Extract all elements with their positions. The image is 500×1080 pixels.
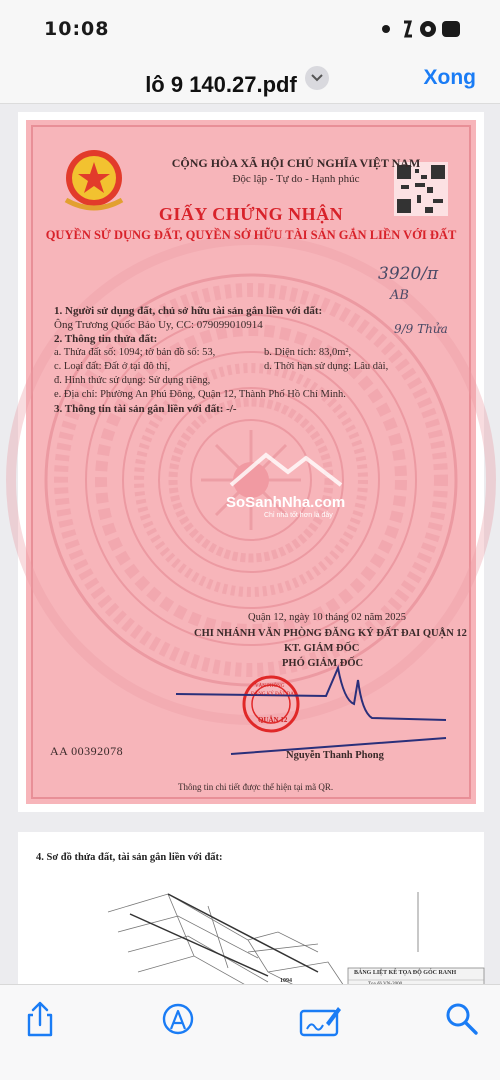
watermark-tagline: Chỉ nhà tốt hơn là đây xyxy=(264,512,333,519)
status-indicators xyxy=(378,18,464,45)
share-button[interactable] xyxy=(20,999,60,1039)
watermark-brand: SoSanhNha.com xyxy=(226,494,346,511)
battery-icon xyxy=(378,18,464,40)
usage-form: đ. Hình thức sử dụng: Sử dụng riêng, xyxy=(54,375,211,386)
serial-number: AA 00392078 xyxy=(50,744,124,758)
parcel-label: 1094 xyxy=(280,978,292,984)
pdf-viewer[interactable] xyxy=(0,104,500,984)
status-bar xyxy=(0,0,500,56)
section-1-label: 1. Người sử dụng đất, chủ sở hữu tài sản gắn liền với đất: xyxy=(54,305,323,317)
markup-button[interactable] xyxy=(158,999,198,1039)
bottom-toolbar xyxy=(0,984,500,1080)
deputy-director: PHÓ GIÁM ĐỐC xyxy=(282,658,364,669)
pdf-page-2 xyxy=(18,832,484,992)
markup-pen-icon xyxy=(158,999,198,1039)
nav-bar xyxy=(0,56,500,104)
parcel-map-diagram xyxy=(18,832,484,992)
seal-text-middle: ĐĂNG KÝ ĐẤT ĐAI xyxy=(251,692,296,697)
certificate-subtitle: QUYỀN SỬ DỤNG ĐẤT, QUYỀN SỞ HỮU TÀI SẢN GẮN LIỀN VỚI ĐẤT xyxy=(45,228,457,242)
parcel-area: b. Diện tích: 83,0m², xyxy=(264,347,352,358)
usage-term: d. Thời hạn sử dụng: Lâu dài, xyxy=(264,361,389,372)
share-icon xyxy=(20,999,60,1039)
handwritten-note-1: 3920/π xyxy=(378,264,439,284)
document-title-text: lô 9 140.27.pdf xyxy=(145,72,297,97)
kt-director: KT. GIÁM ĐỐC xyxy=(284,643,360,654)
section-3-label: 3. Thông tin tài sản gắn liền với đất: -/- xyxy=(54,403,237,415)
motto: Độc lập - Tự do - Hạnh phúc xyxy=(232,173,360,185)
pdf-page-1 xyxy=(18,112,484,812)
issuing-office: CHI NHÁNH VĂN PHÒNG ĐĂNG KÝ ĐẤT ĐAI QUẬN 12 xyxy=(194,628,467,639)
certificate-document xyxy=(26,120,476,804)
issue-date: Quận 12, ngày 10 tháng 02 năm 2025 xyxy=(248,612,407,623)
signer-name: Nguyễn Thanh Phong xyxy=(286,750,384,761)
signature-icon xyxy=(298,999,342,1039)
qr-footer-note: Thông tin chi tiết được thể hiện tại mã QR. xyxy=(178,782,334,792)
parcel-address: e. Địa chỉ: Phường An Phú Đông, Quận 12, Thành Phố Hồ Chí Minh. xyxy=(54,389,346,400)
search-icon xyxy=(442,999,482,1039)
owner-info: Ông Trương Quốc Bảo Uy, CC: 079099010914 xyxy=(54,319,263,331)
done-button[interactable]: Xong xyxy=(423,66,476,89)
handwritten-note-2: AB xyxy=(390,288,409,303)
search-button[interactable] xyxy=(442,999,482,1039)
handwritten-note-3: 9/9 Thửa xyxy=(394,322,448,336)
land-type: c. Loại đất: Đất ở tại đô thị, xyxy=(54,361,171,372)
coordinates-table-label: BẢNG LIỆT KÊ TỌA ĐỘ GÓC RANH xyxy=(354,970,457,976)
section-2-label: 2. Thông tin thửa đất: xyxy=(54,333,158,345)
republic-header: CỘNG HÒA XÃ HỘI CHỦ NGHĨA VIỆT NAM xyxy=(171,156,421,170)
seal-text: QUẬN 12 xyxy=(258,716,288,724)
seal-text-top: VĂN PHÒNG xyxy=(255,684,285,689)
signature-button[interactable] xyxy=(298,999,342,1039)
status-time: 10:08 xyxy=(44,18,110,40)
parcel-number: a. Thửa đất số: 1094; tờ bản đồ số: 53, xyxy=(54,347,216,358)
certificate-title: GIẤY CHỨNG NHẬN xyxy=(158,204,344,224)
chevron-down-icon[interactable] xyxy=(305,66,329,90)
page2-heading: 4. Sơ đồ thửa đất, tài sản gắn liền với đất: xyxy=(36,852,223,863)
